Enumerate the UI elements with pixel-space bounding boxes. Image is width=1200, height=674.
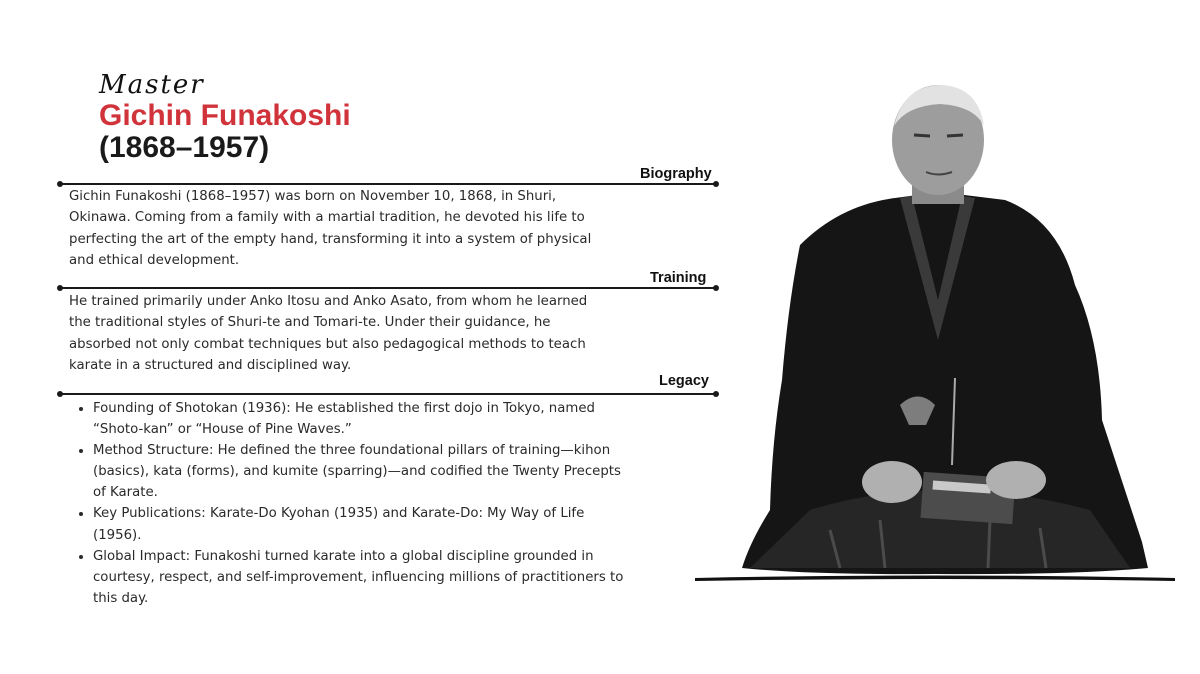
legacy-item: • Global Impact: Funakoshi turned karate into a global discipline grounded in courtesy, respect, and self-improvement, influencing millions of practitioners to this day. (93, 546, 633, 609)
legacy-heading: Legacy (659, 373, 709, 389)
training-divider (59, 287, 717, 289)
legacy-item: • Method Structure: He defined the three foundational pillars of training—kihon (basics), kata (forms), and kumite (sparring)—and codified the Twenty Precepts of Karate. (93, 440, 633, 503)
biography-text: Gichin Funakoshi (1868–1957) was born on November 10, 1868, in Shuri, Okinawa. Coming from a family with a martial tradition, he devoted his life to perfecting the art of the empty hand, transforming it into a system of physical and ethical development. (69, 189, 592, 268)
left-hand-shape (862, 461, 922, 503)
legacy-item: • Founding of Shotokan (1936): He established the first dojo in Tokyo, named “Shoto-kan” or “House of Pine Waves.” (93, 398, 633, 440)
portrait-image (690, 80, 1180, 590)
legacy-divider (59, 393, 717, 395)
training-heading: Training (650, 270, 707, 286)
legacy-item: • Key Publications: Karate-Do Kyohan (1935) and Karate-Do: My Way of Life (1956). (93, 503, 633, 545)
master-label: Master (99, 70, 205, 100)
biography-heading: Biography (640, 166, 712, 182)
ground-line (695, 576, 1175, 582)
right-hand-shape (986, 461, 1046, 499)
master-name: Gichin Funakoshi (99, 99, 351, 132)
training-text: He trained primarily under Anko Itosu and Anko Asato, from whom he learned the traditional styles of Shuri-te and Tomari-te. Under their guidance, he absorbed not only combat techniques but also pedagogical methods to teach karate in a structured and disciplined way. (69, 294, 588, 373)
biography-divider (59, 183, 717, 185)
legacy-list (74, 398, 633, 609)
master-years: (1868–1957) (99, 131, 270, 164)
